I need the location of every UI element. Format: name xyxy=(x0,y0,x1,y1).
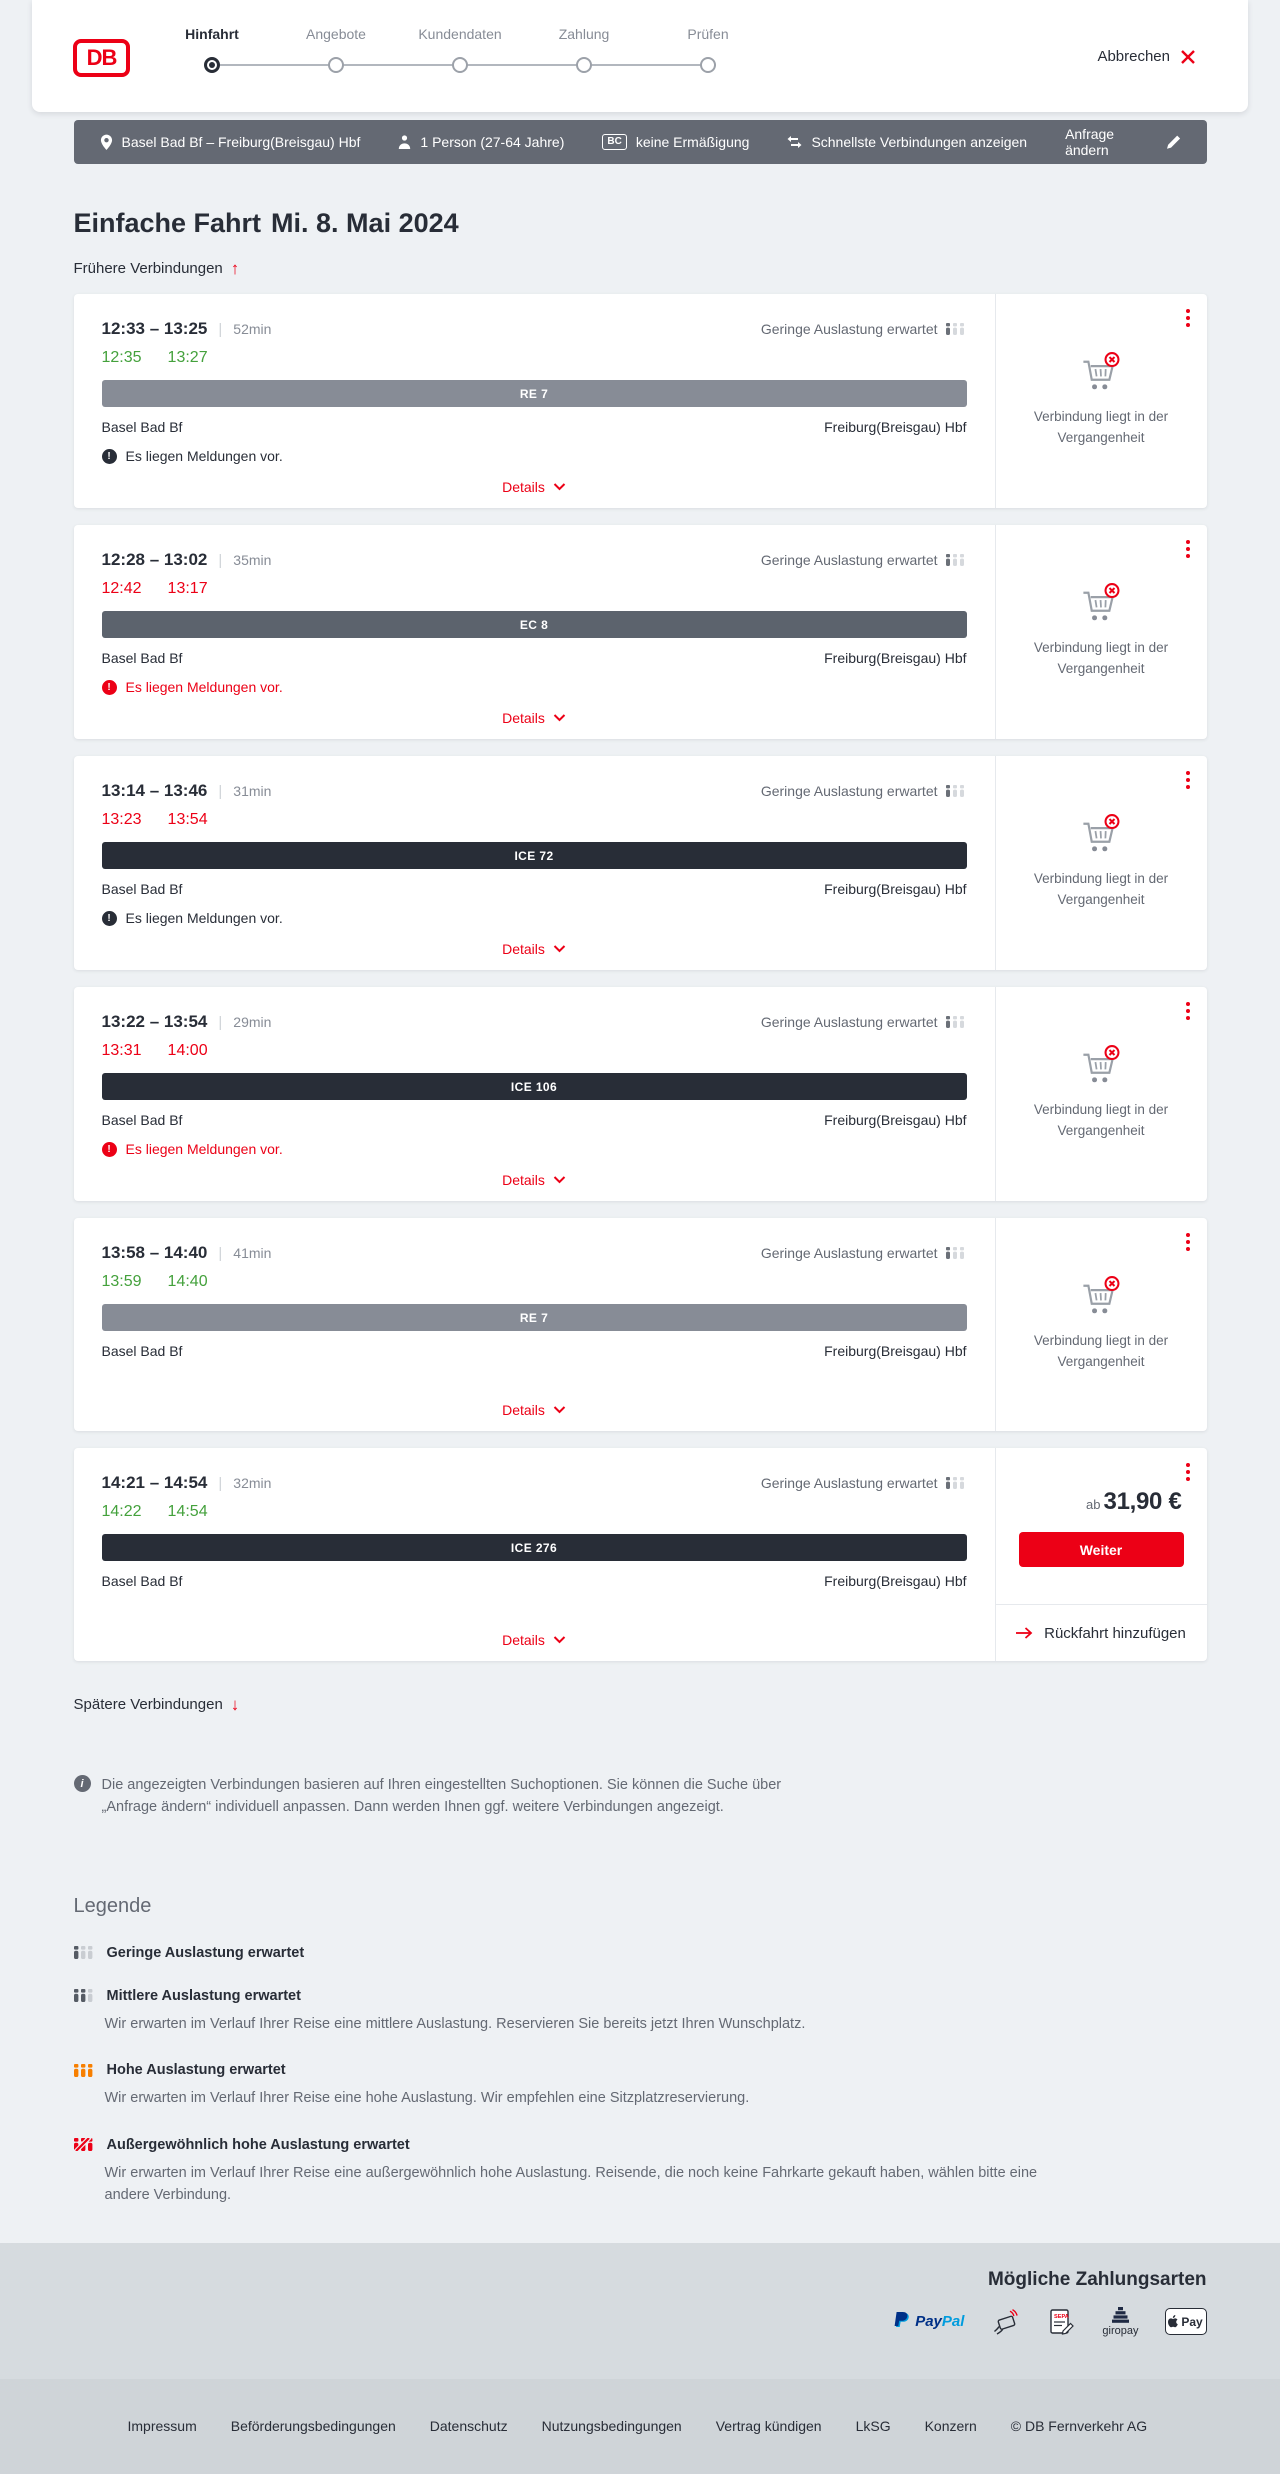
passenger-summary xyxy=(398,134,564,150)
payments-heading: Mögliche Zahlungsarten xyxy=(74,2269,1207,2291)
step-dot-icon xyxy=(700,57,716,73)
occupancy-low-icon xyxy=(74,1946,96,1959)
swap-arrows-icon xyxy=(787,136,802,148)
footer-link[interactable]: Impressum xyxy=(128,2418,197,2434)
credit-card-icon xyxy=(990,2307,1020,2337)
occupancy-low-icon xyxy=(945,1247,967,1259)
card-menu-button[interactable] xyxy=(1184,307,1192,329)
origin-station: Basel Bad Bf xyxy=(102,1112,183,1128)
trip-type: Einfache Fahrt xyxy=(74,208,262,238)
planned-times: 12:28 – 13:02 xyxy=(102,550,208,570)
svg-text:SEPA: SEPA xyxy=(1054,2314,1069,2320)
later-connections-link[interactable] xyxy=(74,1696,240,1713)
connection-card xyxy=(74,1218,1207,1431)
planned-times: 13:14 – 13:46 xyxy=(102,781,208,801)
cart-unavailable-icon xyxy=(1079,814,1123,854)
origin-station: Basel Bad Bf xyxy=(102,650,183,666)
step-dot-icon xyxy=(576,57,592,73)
legend-section xyxy=(74,1895,1207,2207)
messages-text: Es liegen Meldungen vor. xyxy=(126,679,283,695)
details-toggle[interactable] xyxy=(102,1402,967,1418)
footer xyxy=(0,2379,1280,2474)
price-amount: 31,90 € xyxy=(1104,1488,1182,1515)
price-prefix: ab xyxy=(1086,1497,1100,1512)
messages-indicator xyxy=(102,448,967,464)
person-icon xyxy=(398,135,411,149)
trip-duration: 32min xyxy=(233,1475,271,1491)
checkout-header xyxy=(32,0,1248,112)
db-logo: DB xyxy=(73,39,130,77)
legend-item-description: Wir erwarten im Verlauf Ihrer Reise eine mittlere Auslastung. Reservieren Sie bereits jetzt Ihren Wunschplatz. xyxy=(105,2013,1085,2035)
connection-card xyxy=(74,294,1207,508)
chevron-down-icon xyxy=(553,714,566,722)
discount-summary xyxy=(602,134,749,150)
step-label: Kundendaten xyxy=(418,26,501,42)
step-angebote xyxy=(274,26,398,74)
details-label: Details xyxy=(502,710,545,726)
filter-summary xyxy=(787,134,1027,150)
footer-link[interactable]: LkSG xyxy=(856,2418,891,2434)
legend-item-label: Hohe Auslastung erwartet xyxy=(107,2062,286,2078)
pencil-icon xyxy=(1167,135,1180,149)
step-dot-icon xyxy=(204,57,220,73)
alert-icon: ! xyxy=(102,449,117,464)
card-menu-button[interactable] xyxy=(1184,1461,1192,1483)
footer-link[interactable]: Vertrag kündigen xyxy=(716,2418,822,2434)
occupancy-mid-icon xyxy=(74,1989,96,2002)
occupancy-label: Geringe Auslastung erwartet xyxy=(761,1014,938,1030)
apple-pay-icon: Pay xyxy=(1165,2308,1207,2335)
past-connection-panel xyxy=(996,1218,1207,1431)
destination-station: Freiburg(Breisgau) Hbf xyxy=(824,419,966,435)
details-label: Details xyxy=(502,1402,545,1418)
connection-list xyxy=(74,294,1207,1661)
step-dot-icon xyxy=(452,57,468,73)
trip-duration: 31min xyxy=(233,783,271,799)
train-segment-bar: ICE 106 xyxy=(102,1073,967,1100)
connection-card xyxy=(74,1448,1207,1661)
destination-station: Freiburg(Breisgau) Hbf xyxy=(824,650,966,666)
card-menu-button[interactable] xyxy=(1184,769,1192,791)
past-connection-note: Verbindung liegt in der Vergangenheit xyxy=(1017,1331,1185,1373)
occupancy-extreme-icon xyxy=(74,2138,96,2151)
train-segment-bar: ICE 276 xyxy=(102,1534,967,1561)
separator: | xyxy=(218,1014,222,1031)
occupancy-low-icon xyxy=(945,785,967,797)
destination-station: Freiburg(Breisgau) Hbf xyxy=(824,881,966,897)
arrow-up-icon: ↑ xyxy=(231,260,240,277)
past-connection-panel xyxy=(996,294,1207,508)
train-segment-bar: ICE 72 xyxy=(102,842,967,869)
chevron-down-icon xyxy=(553,1636,566,1644)
occupancy-low-icon xyxy=(945,1477,967,1489)
continue-button[interactable]: Weiter xyxy=(1019,1532,1184,1567)
alert-icon: ! xyxy=(102,680,117,695)
legend-item-description: Wir erwarten im Verlauf Ihrer Reise eine außergewöhnlich hohe Auslastung. Reisende, die noch keine Fahrkarte gekauft haben, wählen bitte eine andere Verbindung. xyxy=(105,2162,1085,2207)
messages-indicator xyxy=(102,910,967,926)
origin-station: Basel Bad Bf xyxy=(102,419,183,435)
origin-station: Basel Bad Bf xyxy=(102,881,183,897)
occupancy-label: Geringe Auslastung erwartet xyxy=(761,552,938,568)
planned-times: 13:58 – 14:40 xyxy=(102,1243,208,1263)
occupancy-label: Geringe Auslastung erwartet xyxy=(761,1245,938,1261)
cart-unavailable-icon xyxy=(1079,352,1123,392)
cancel-label: Abbrechen xyxy=(1097,48,1170,65)
page-title xyxy=(74,208,1207,239)
price-panel xyxy=(996,1448,1207,1604)
legend-item-label: Geringe Auslastung erwartet xyxy=(107,1945,305,1961)
passenger-text: 1 Person (27-64 Jahre) xyxy=(420,134,564,150)
realtime-departure: 13:31 xyxy=(102,1042,142,1060)
search-options-note-text: Die angezeigten Verbindungen basieren auf Ihren eingestellten Suchoptionen. Sie können die Suche über „Anfrage ändern“ individuell anpassen. Dann werden Ihnen ggf. weitere Verbindungen angezeigt. xyxy=(102,1774,834,1819)
train-segment-bar: RE 7 xyxy=(102,1304,967,1331)
cart-unavailable-icon xyxy=(1079,1276,1123,1316)
cart-unavailable-icon xyxy=(1079,583,1123,623)
card-menu-button[interactable] xyxy=(1184,538,1192,560)
footer-link[interactable]: Nutzungsbedingungen xyxy=(542,2418,682,2434)
details-label: Details xyxy=(502,1172,545,1188)
trip-duration: 41min xyxy=(233,1245,271,1261)
realtime-arrival: 13:27 xyxy=(168,349,208,367)
legend-item-label: Mittlere Auslastung erwartet xyxy=(107,1988,301,2004)
card-menu-button[interactable] xyxy=(1184,1231,1192,1253)
realtime-arrival: 13:54 xyxy=(168,811,208,829)
messages-indicator xyxy=(102,679,967,695)
step-zahlung xyxy=(522,26,646,74)
payment-methods-row xyxy=(74,2307,1207,2337)
footer-link[interactable]: Datenschutz xyxy=(430,2418,508,2434)
results-section xyxy=(74,208,1207,2207)
add-return-trip-button[interactable] xyxy=(996,1604,1207,1661)
occupancy-low-icon xyxy=(945,323,967,335)
route-text: Basel Bad Bf – Freiburg(Breisgau) Hbf xyxy=(122,134,361,150)
location-pin-icon xyxy=(100,134,113,151)
cancel-button[interactable] xyxy=(1097,48,1196,65)
search-options-note xyxy=(74,1774,834,1819)
details-toggle[interactable] xyxy=(102,710,967,726)
destination-station: Freiburg(Breisgau) Hbf xyxy=(824,1112,966,1128)
past-connection-panel xyxy=(996,987,1207,1201)
search-summary-bar xyxy=(74,120,1207,164)
details-toggle[interactable] xyxy=(102,1172,967,1188)
separator: | xyxy=(218,552,222,569)
details-toggle[interactable] xyxy=(102,941,967,957)
step-prüfen xyxy=(646,26,770,74)
cart-unavailable-icon xyxy=(1079,1045,1123,1085)
step-label: Hinfahrt xyxy=(185,26,239,42)
sepa-direct-debit-icon xyxy=(1046,2307,1076,2337)
trip-duration: 52min xyxy=(233,321,271,337)
messages-text: Es liegen Meldungen vor. xyxy=(126,910,283,926)
arrow-right-icon xyxy=(1016,1627,1033,1639)
trip-duration: 29min xyxy=(233,1014,271,1030)
chevron-down-icon xyxy=(553,1176,566,1184)
alert-icon: ! xyxy=(102,1142,117,1157)
details-toggle[interactable] xyxy=(102,479,967,495)
realtime-arrival: 14:00 xyxy=(168,1042,208,1060)
occupancy-low-icon xyxy=(945,554,967,566)
info-icon: i xyxy=(74,1775,91,1792)
occupancy-label: Geringe Auslastung erwartet xyxy=(761,321,938,337)
connection-card xyxy=(74,756,1207,970)
filter-text: Schnellste Verbindungen anzeigen xyxy=(811,134,1027,150)
realtime-departure: 14:22 xyxy=(102,1503,142,1521)
occupancy-label: Geringe Auslastung erwartet xyxy=(761,783,938,799)
separator: | xyxy=(218,783,222,800)
footer-link[interactable]: Konzern xyxy=(925,2418,977,2434)
step-kundendaten xyxy=(398,26,522,74)
separator: | xyxy=(218,321,222,338)
messages-indicator xyxy=(102,1141,967,1157)
planned-times: 14:21 – 14:54 xyxy=(102,1473,208,1493)
past-connection-panel xyxy=(996,756,1207,970)
realtime-departure: 12:42 xyxy=(102,580,142,598)
past-connection-note: Verbindung liegt in der Vergangenheit xyxy=(1017,407,1185,449)
earlier-connections-link[interactable] xyxy=(74,260,240,277)
origin-station: Basel Bad Bf xyxy=(102,1573,183,1589)
step-hinfahrt xyxy=(150,26,274,74)
realtime-arrival: 13:17 xyxy=(168,580,208,598)
train-segment-bar: EC 8 xyxy=(102,611,967,638)
legend-item xyxy=(74,2062,1207,2109)
legend-item-label: Außergewöhnlich hohe Auslastung erwartet xyxy=(107,2137,410,2153)
planned-times: 13:22 – 13:54 xyxy=(102,1012,208,1032)
route-summary xyxy=(100,134,361,151)
footer-link[interactable]: Beförderungsbedingungen xyxy=(231,2418,396,2434)
giropay-icon: giropay xyxy=(1102,2307,1138,2337)
payments-section xyxy=(0,2243,1280,2379)
chevron-down-icon xyxy=(553,483,566,491)
step-label: Prüfen xyxy=(687,26,728,42)
card-menu-button[interactable] xyxy=(1184,1000,1192,1022)
destination-station: Freiburg(Breisgau) Hbf xyxy=(824,1573,966,1589)
bahncard-icon: BC xyxy=(602,134,626,150)
trip-date: Mi. 8. Mai 2024 xyxy=(271,208,459,238)
messages-text: Es liegen Meldungen vor. xyxy=(126,448,283,464)
legend-item xyxy=(74,1988,1207,2035)
edit-request-button[interactable] xyxy=(1065,126,1180,158)
realtime-departure: 13:23 xyxy=(102,811,142,829)
edit-request-label: Anfrage ändern xyxy=(1065,126,1158,158)
footer-copyright: © DB Fernverkehr AG xyxy=(1011,2418,1147,2434)
progress-stepper xyxy=(150,26,770,74)
step-label: Angebote xyxy=(306,26,366,42)
trip-duration: 35min xyxy=(233,552,271,568)
separator: | xyxy=(218,1475,222,1492)
past-connection-note: Verbindung liegt in der Vergangenheit xyxy=(1017,638,1185,680)
past-connection-note: Verbindung liegt in der Vergangenheit xyxy=(1017,1100,1185,1142)
step-label: Zahlung xyxy=(559,26,610,42)
add-return-trip-label: Rückfahrt hinzufügen xyxy=(1044,1625,1186,1642)
legend-heading: Legende xyxy=(74,1895,1207,1918)
earlier-connections-label: Frühere Verbindungen xyxy=(74,260,223,277)
details-label: Details xyxy=(502,941,545,957)
legend-item xyxy=(74,2137,1207,2207)
realtime-departure: 12:35 xyxy=(102,349,142,367)
train-segment-bar: RE 7 xyxy=(102,380,967,407)
later-connections-label: Spätere Verbindungen xyxy=(74,1696,223,1713)
destination-station: Freiburg(Breisgau) Hbf xyxy=(824,1343,966,1359)
connection-card xyxy=(74,987,1207,1201)
realtime-arrival: 14:40 xyxy=(168,1273,208,1291)
realtime-departure: 13:59 xyxy=(102,1273,142,1291)
legend-item xyxy=(74,1945,1207,1961)
alert-icon: ! xyxy=(102,911,117,926)
occupancy-high-icon xyxy=(74,2064,96,2077)
chevron-down-icon xyxy=(553,1406,566,1414)
chevron-down-icon xyxy=(553,945,566,953)
connection-card xyxy=(74,525,1207,739)
details-label: Details xyxy=(502,479,545,495)
step-dot-icon xyxy=(328,57,344,73)
separator: | xyxy=(218,1245,222,1262)
realtime-arrival: 14:54 xyxy=(168,1503,208,1521)
legend-item-description: Wir erwarten im Verlauf Ihrer Reise eine hohe Auslastung. Wir empfehlen eine Sitzplatzreservierung. xyxy=(105,2087,1085,2109)
paypal-icon: PayPal xyxy=(894,2312,964,2332)
planned-times: 12:33 – 13:25 xyxy=(102,319,208,339)
occupancy-label: Geringe Auslastung erwartet xyxy=(761,1475,938,1491)
details-label: Details xyxy=(502,1632,545,1648)
close-icon xyxy=(1180,49,1196,65)
past-connection-panel xyxy=(996,525,1207,739)
past-connection-note: Verbindung liegt in der Vergangenheit xyxy=(1017,869,1185,911)
occupancy-low-icon xyxy=(945,1016,967,1028)
details-toggle[interactable] xyxy=(102,1632,967,1648)
origin-station: Basel Bad Bf xyxy=(102,1343,183,1359)
messages-text: Es liegen Meldungen vor. xyxy=(126,1141,283,1157)
discount-text: keine Ermäßigung xyxy=(636,134,750,150)
arrow-down-icon: ↓ xyxy=(231,1696,240,1713)
